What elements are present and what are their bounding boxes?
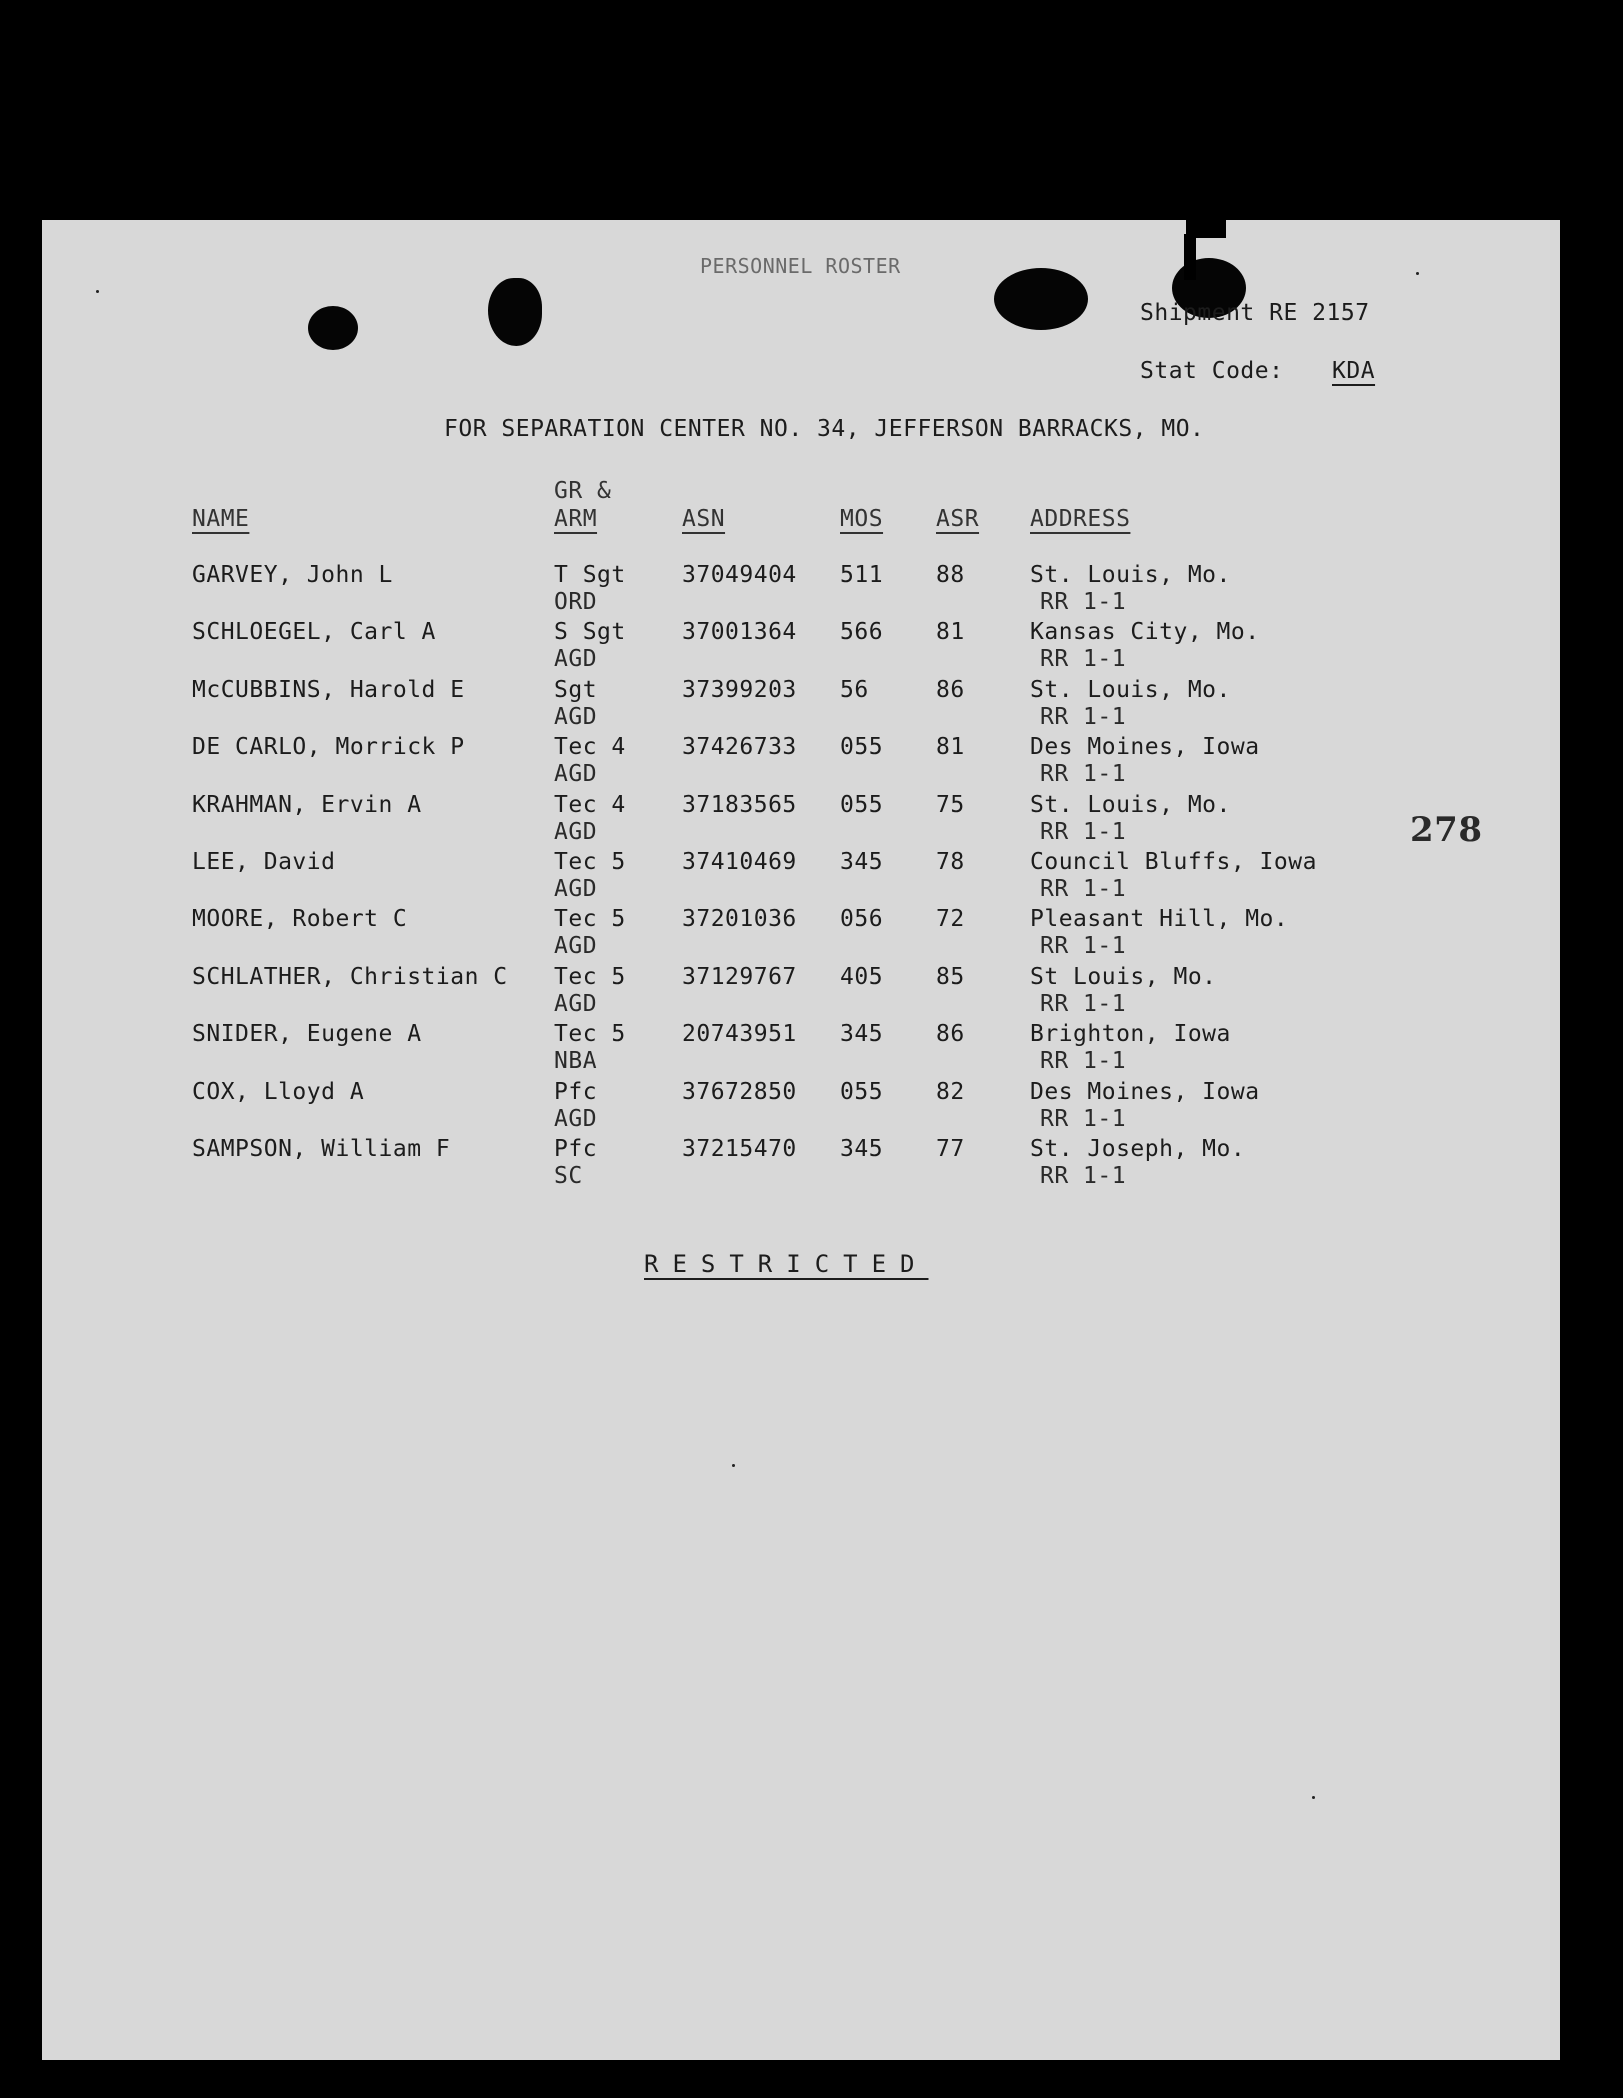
cell-grade: Tec 5 <box>554 906 626 932</box>
cell-grade: Tec 4 <box>554 792 626 818</box>
cell-arm: AGD <box>554 991 598 1017</box>
cell-address: Des Moines, Iowa <box>1030 1079 1260 1105</box>
cell-arm: AGD <box>554 1106 598 1132</box>
shipment-number: Shipment RE 2157 <box>1140 300 1370 326</box>
cell-grade: Tec 4 <box>554 734 626 760</box>
cell-mos: 405 <box>840 964 884 990</box>
cell-asr: 75 <box>936 792 965 818</box>
cell-grade: Pfc <box>554 1136 598 1162</box>
side-page-number: 278 <box>1410 810 1483 850</box>
header-mos: MOS <box>840 506 884 532</box>
cell-grade: Tec 5 <box>554 964 626 990</box>
speck <box>1312 1796 1315 1799</box>
cell-rr: RR 1-1 <box>1040 646 1127 672</box>
header-gr-line1: GR & <box>554 478 612 504</box>
cell-arm: SC <box>554 1163 583 1189</box>
cell-grade: S Sgt <box>554 619 626 645</box>
cell-asr: 81 <box>936 734 965 760</box>
cell-asn: 37183565 <box>682 792 797 818</box>
cell-mos: 055 <box>840 734 884 760</box>
cell-name: SCHLOEGEL, Carl A <box>192 619 436 645</box>
cell-asr: 81 <box>936 619 965 645</box>
cell-arm: AGD <box>554 646 598 672</box>
cell-grade: Pfc <box>554 1079 598 1105</box>
cell-mos: 345 <box>840 1136 884 1162</box>
cell-asn: 37426733 <box>682 734 797 760</box>
speck <box>1416 272 1419 275</box>
cell-asn: 37672850 <box>682 1079 797 1105</box>
cell-grade: Tec 5 <box>554 1021 626 1047</box>
cell-rr: RR 1-1 <box>1040 933 1127 959</box>
cell-arm: AGD <box>554 704 598 730</box>
cell-name: SNIDER, Eugene A <box>192 1021 422 1047</box>
cell-asr: 85 <box>936 964 965 990</box>
cell-rr: RR 1-1 <box>1040 589 1127 615</box>
header-name: NAME <box>192 506 250 532</box>
cell-asr: 82 <box>936 1079 965 1105</box>
cell-rr: RR 1-1 <box>1040 761 1127 787</box>
document-page <box>42 220 1560 2060</box>
cell-rr: RR 1-1 <box>1040 1163 1127 1189</box>
cell-arm: AGD <box>554 761 598 787</box>
cell-address: Pleasant Hill, Mo. <box>1030 906 1289 932</box>
cell-asn: 37215470 <box>682 1136 797 1162</box>
restricted-stamp: RESTRICTED <box>644 1250 929 1278</box>
header-address: ADDRESS <box>1030 506 1131 532</box>
cell-rr: RR 1-1 <box>1040 819 1127 845</box>
cell-arm: AGD <box>554 819 598 845</box>
cell-address: St. Louis, Mo. <box>1030 562 1231 588</box>
page-title: FOR SEPARATION CENTER NO. 34, JEFFERSON BARRACKS, MO. <box>444 416 1205 442</box>
punch-hole <box>308 306 358 350</box>
cell-address: St. Joseph, Mo. <box>1030 1136 1246 1162</box>
cell-arm: NBA <box>554 1048 598 1074</box>
cell-address: St Louis, Mo. <box>1030 964 1217 990</box>
cell-rr: RR 1-1 <box>1040 876 1127 902</box>
cell-asn: 37001364 <box>682 619 797 645</box>
page-tear <box>1184 234 1196 280</box>
cell-asr: 72 <box>936 906 965 932</box>
cell-rr: RR 1-1 <box>1040 991 1127 1017</box>
cell-asn: 37399203 <box>682 677 797 703</box>
punch-hole <box>994 268 1088 330</box>
punch-hole <box>488 278 542 346</box>
cell-name: MOORE, Robert C <box>192 906 408 932</box>
cell-asn: 37049404 <box>682 562 797 588</box>
cell-mos: 56 <box>840 677 869 703</box>
cell-mos: 056 <box>840 906 884 932</box>
cell-asr: 78 <box>936 849 965 875</box>
cell-rr: RR 1-1 <box>1040 1106 1127 1132</box>
speck <box>732 1464 735 1467</box>
cell-mos: 566 <box>840 619 884 645</box>
cell-rr: RR 1-1 <box>1040 704 1127 730</box>
cell-asn: 20743951 <box>682 1021 797 1047</box>
cell-grade: Sgt <box>554 677 598 703</box>
stat-code-value: KDA <box>1332 358 1376 384</box>
cell-grade: T Sgt <box>554 562 626 588</box>
cell-mos: 511 <box>840 562 884 588</box>
cell-address: Kansas City, Mo. <box>1030 619 1260 645</box>
cell-name: GARVEY, John L <box>192 562 393 588</box>
cell-mos: 345 <box>840 1021 884 1047</box>
cell-address: Brighton, Iowa <box>1030 1021 1231 1047</box>
header-gr-line2: ARM <box>554 506 598 532</box>
cell-asr: 77 <box>936 1136 965 1162</box>
cell-asn: 37201036 <box>682 906 797 932</box>
cell-address: Des Moines, Iowa <box>1030 734 1260 760</box>
cell-arm: AGD <box>554 933 598 959</box>
cell-name: SAMPSON, William F <box>192 1136 451 1162</box>
cell-name: KRAHMAN, Ervin A <box>192 792 422 818</box>
speck <box>96 290 99 293</box>
cell-address: Council Bluffs, Iowa <box>1030 849 1317 875</box>
cell-rr: RR 1-1 <box>1040 1048 1127 1074</box>
cell-asr: 88 <box>936 562 965 588</box>
cell-asn: 37410469 <box>682 849 797 875</box>
cell-name: COX, Lloyd A <box>192 1079 365 1105</box>
cell-asr: 86 <box>936 677 965 703</box>
header-asr: ASR <box>936 506 980 532</box>
stat-code-label: Stat Code: <box>1140 358 1284 384</box>
header-asn: ASN <box>682 506 726 532</box>
cell-mos: 055 <box>840 792 884 818</box>
cell-address: St. Louis, Mo. <box>1030 677 1231 703</box>
cell-asn: 37129767 <box>682 964 797 990</box>
cell-arm: ORD <box>554 589 598 615</box>
cell-mos: 345 <box>840 849 884 875</box>
cell-grade: Tec 5 <box>554 849 626 875</box>
cell-name: SCHLATHER, Christian C <box>192 964 508 990</box>
cell-name: DE CARLO, Morrick P <box>192 734 465 760</box>
cell-name: McCUBBINS, Harold E <box>192 677 465 703</box>
cell-asr: 86 <box>936 1021 965 1047</box>
faded-heading: PERSONNEL ROSTER <box>700 254 901 278</box>
cell-address: St. Louis, Mo. <box>1030 792 1231 818</box>
cell-name: LEE, David <box>192 849 336 875</box>
cell-mos: 055 <box>840 1079 884 1105</box>
cell-arm: AGD <box>554 876 598 902</box>
